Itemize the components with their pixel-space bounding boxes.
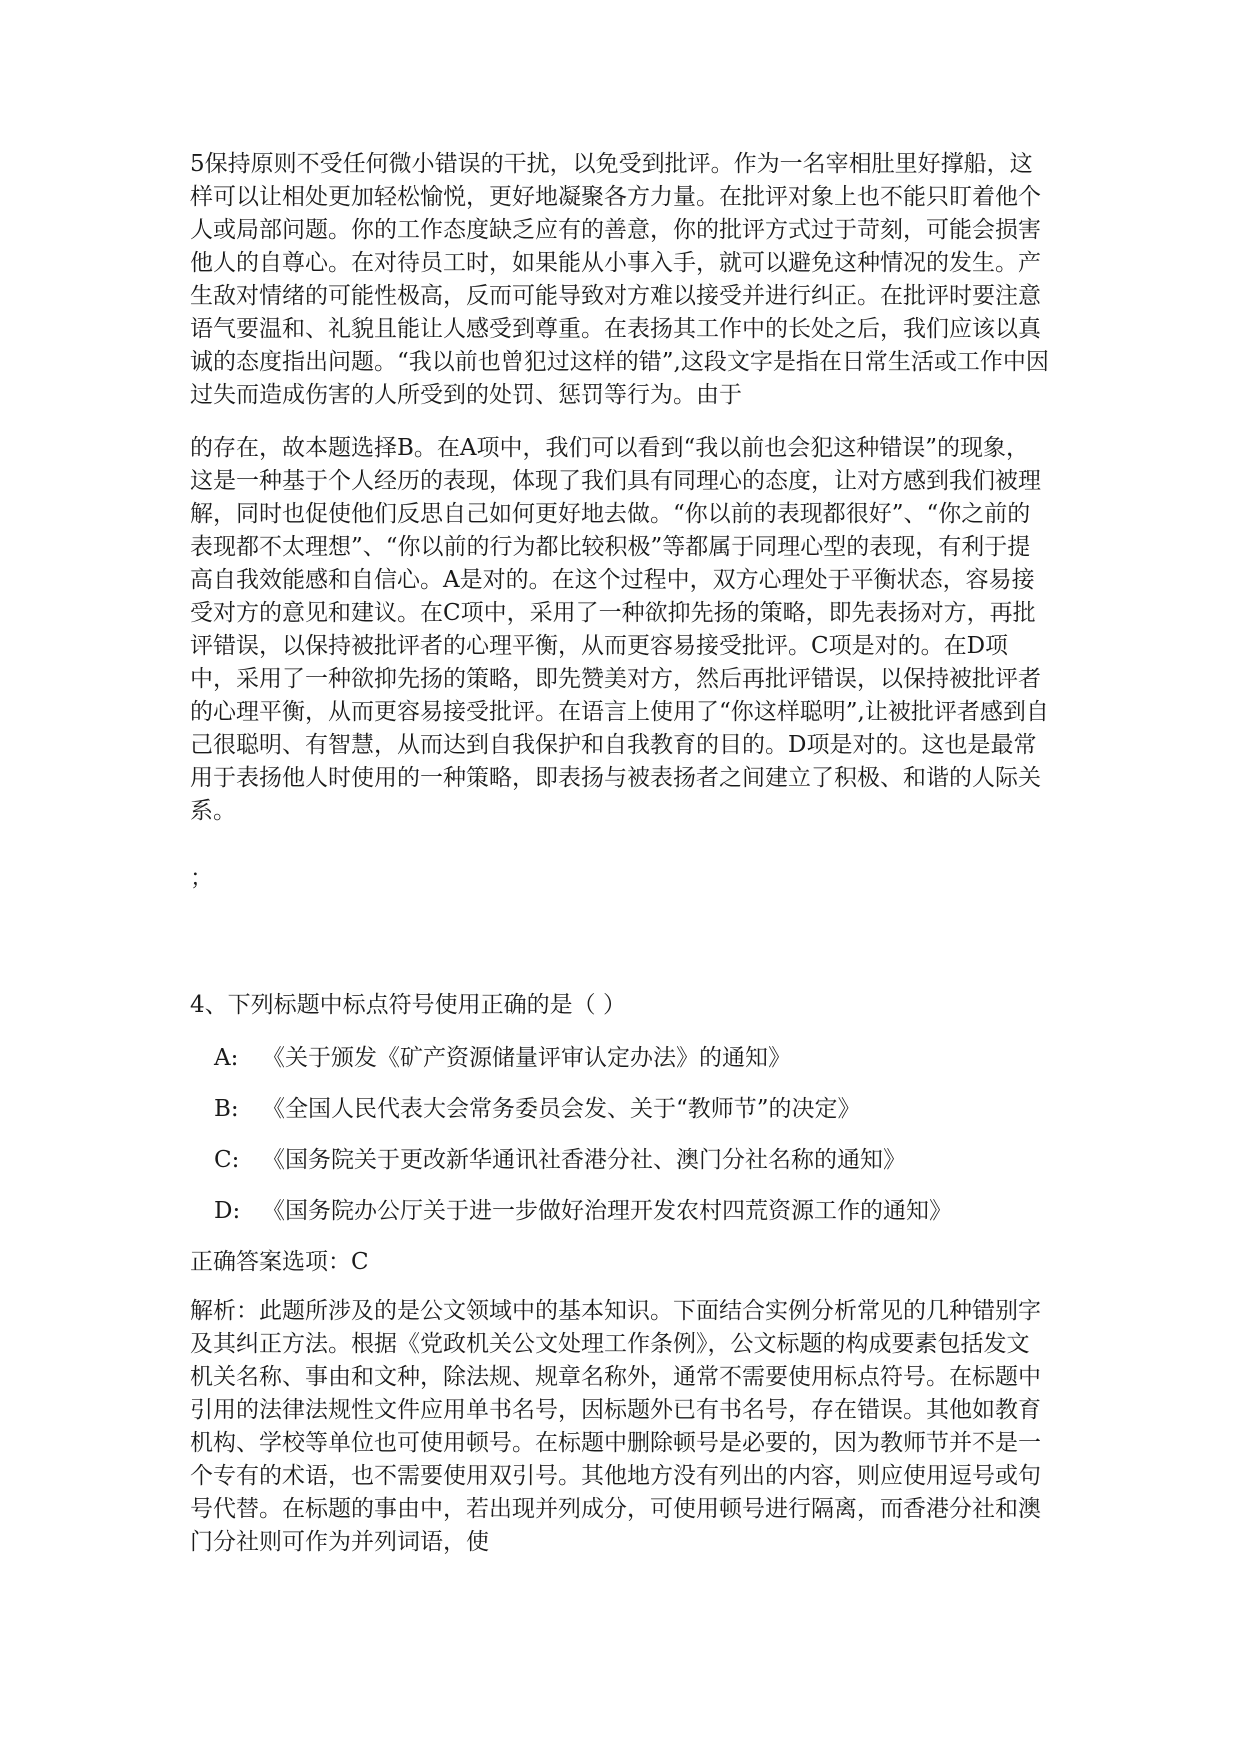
paragraph-explanation-2: 的存在，故本题选择B。在A项中，我们可以看到“我以前也会犯这种错误”的现象，这是一种基于个人经历的表现，体现了我们具有同理心的态度，让对方感到我们被理解，同时也促使他们反思自己如何更好地去做。“你以前的表现都很好”、“你之前的表现都不太理想”、“你以前的行为都比较积极”等都属于同理心型的表现，有利于提高自我效能感和自信心。A是对的。在这个过程中，双方心理处于平衡状态，容易接受对方的意见和建议。在C项中，采用了一种欲抑先扬的策略，即先表扬对方，再批评错误，以保持被批评者的心理平衡，从而更容易接受批评。C项是对的。在D项中，采用了一种欲抑先扬的策略，即先赞美对方，然后再批评错误，以保持被批评者的心理平衡，从而更容易接受批评。在语言上使用了“你这样聪明”,让被批评者感到自己很聪明、有智慧，从而达到自我保护和自我教育的目的。D项是对的。这也是最常用于表扬他人时使用的一种策略，即表扬与被表扬者之间建立了积极、和谐的人际关系。	[190, 435, 1049, 824]
option-b	[214, 1093, 1050, 1126]
option-letter: C:	[214, 1147, 240, 1173]
option-letter: D:	[214, 1198, 241, 1224]
option-letter: B:	[214, 1096, 239, 1122]
option-letter: A:	[214, 1045, 239, 1071]
option-text: 《全国人民代表大会常务委员会发、关于“教师节”的决定》	[262, 1096, 861, 1122]
option-text: 《关于颁发《矿产资源储量评审认定办法》的通知》	[262, 1045, 791, 1071]
option-d	[214, 1195, 1050, 1228]
paragraph-explanation-1: 5保持原则不受任何微小错误的干扰，以免受到批评。作为一名宰相肚里好撑船，这样可以让相处更加轻松愉悦，更好地凝聚各方力量。在批评对象上也不能只盯着他个人或局部问题。你的工作态度缺乏应有的善意，你的批评方式过于苛刻，可能会损害他人的自尊心。在对待员工时，如果能从小事入手，就可以避免这种情况的发生。产生敌对情绪的可能性极高，反而可能导致对方难以接受并进行纠正。在批评时要注意语气要温和、礼貌且能让人感受到尊重。在表扬其工作中的长处之后，我们应该以真诚的态度指出问题。“我以前也曾犯过这样的错”,这段文字是指在日常生活或工作中因过失而造成伤害的人所受到的处罚、惩罚等行为。由于	[190, 151, 1049, 408]
semicolon-line: ；	[190, 865, 213, 891]
option-c	[214, 1144, 1050, 1177]
option-a	[214, 1042, 1050, 1075]
question-stem: 4、下列标题中标点符号使用正确的是（ ）	[190, 992, 626, 1018]
option-text: 《国务院办公厅关于进一步做好治理开发农村四荒资源工作的通知》	[262, 1198, 952, 1224]
analysis-paragraph: 解析：此题所涉及的是公文领域中的基本知识。下面结合实例分析常见的几种错别字及其纠正方法。根据《党政机关公文处理工作条例》，公文标题的构成要素包括发文机关名称、事由和文种，除法规、规章名称外，通常不需要使用标点符号。在标题中引用的法律法规性文件应用单书名号，因标题外已有书名号，存在错误。其他如教育机构、学校等单位也可使用顿号。在标题中删除顿号是必要的，因为教师节并不是一个专有的术语，也不需要使用双引号。其他地方没有列出的内容，则应使用逗号或句号代替。在标题的事由中，若出现并列成分，可使用顿号进行隔离，而香港分社和澳门分社则可作为并列词语，使	[190, 1298, 1041, 1555]
document-page	[190, 148, 1050, 1559]
option-text: 《国务院关于更改新华通讯社香港分社、澳门分社名称的通知》	[262, 1147, 906, 1173]
correct-answer: 正确答案选项：C	[190, 1249, 369, 1275]
